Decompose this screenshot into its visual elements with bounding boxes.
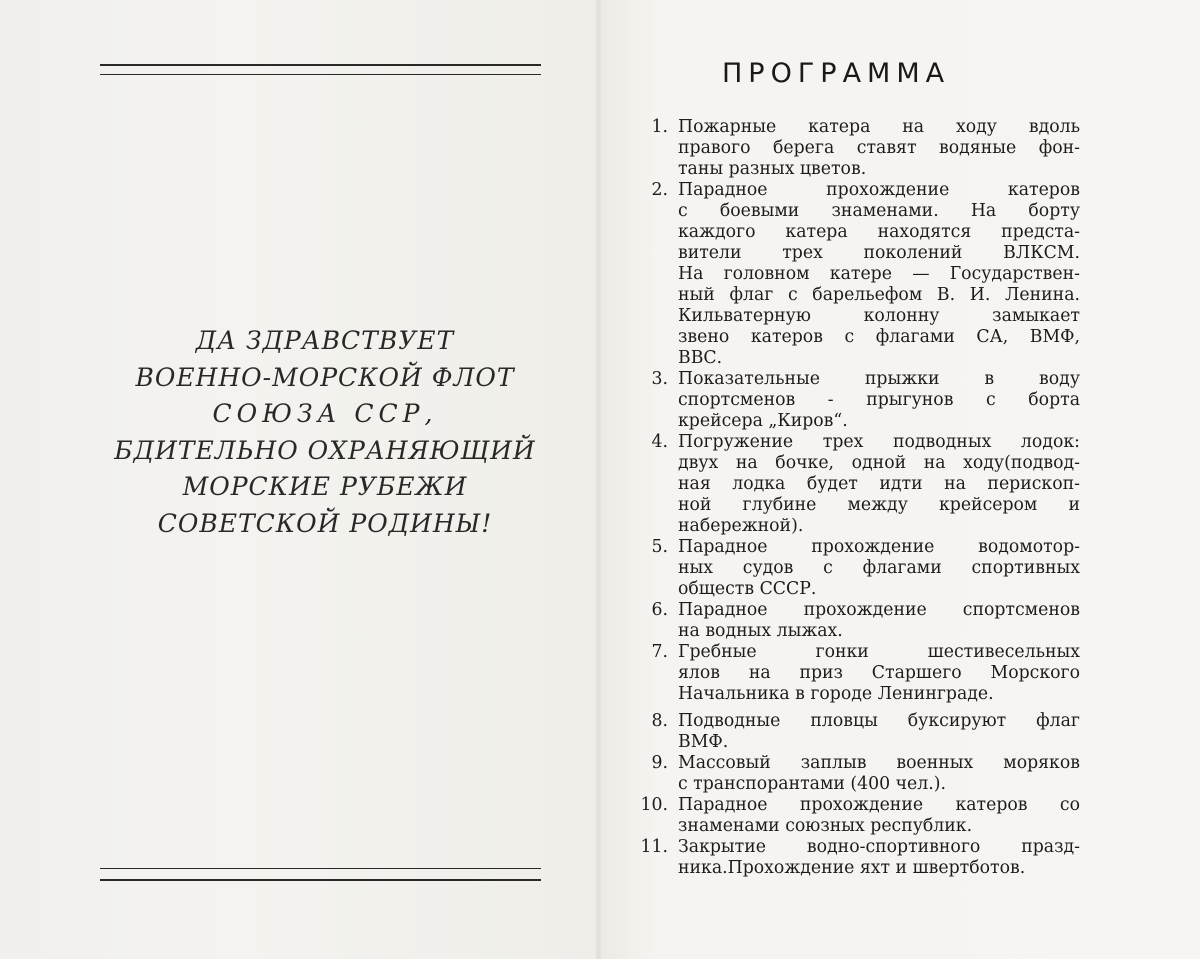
item-line: каждого катера находятся предста- [678, 222, 1080, 242]
page-fold [594, 0, 602, 959]
left-page [0, 0, 598, 959]
program-list [630, 117, 1080, 879]
program-item [630, 180, 1080, 369]
item-number: 3. [651, 369, 668, 389]
item-number: 8. [651, 711, 668, 731]
item-line: с боевыми знаменами. На борту [678, 201, 1080, 221]
item-line: ВМФ. [678, 732, 729, 752]
item-number: 9. [651, 753, 668, 773]
program-item [630, 537, 1080, 600]
slogan-line: ВОЕННО-МОРСКОЙ ФЛОТ [135, 362, 515, 392]
item-line: спортсменов - прыгунов с борта [678, 390, 1080, 410]
program-title: ПРОГРАММА [722, 58, 951, 89]
item-line: На головном катере — Государствен- [678, 264, 1080, 284]
item-line: вители трех поколений ВЛКСМ. [678, 243, 1080, 263]
item-line: правого берега ставят водяные фон- [678, 138, 1080, 158]
item-line: Погружение трех подводных лодок: [678, 432, 1080, 452]
item-line: Подводные пловцы буксируют флаг [678, 711, 1080, 731]
slogan-line: СОВЕТСКОЙ РОДИНЫ! [157, 508, 493, 538]
program-item [630, 432, 1080, 537]
slogan-line: МОРСКИЕ РУБЕЖИ [182, 472, 468, 501]
top-divider-lower [100, 74, 541, 75]
item-line: с транспорантами (400 чел.). [678, 774, 946, 794]
item-line: на водных лыжах. [678, 621, 843, 641]
program-item [630, 753, 1080, 795]
item-line: ной глубине между крейсером и [678, 495, 1080, 515]
item-line: ная лодка будет идти на перископ- [678, 474, 1080, 494]
program-item [630, 369, 1080, 432]
item-line: двух на бочке, одной на ходу(подвод- [678, 453, 1080, 473]
item-line: Показательные прыжки в воду [678, 369, 1080, 389]
program-item [630, 711, 1080, 753]
item-number: 4. [651, 432, 668, 452]
item-line: ялов на приз Старшего Морского [678, 663, 1080, 683]
item-line: Пожарные катера на ходу вдоль [678, 117, 1080, 137]
item-line: ных судов с флагами спортивных [678, 558, 1080, 578]
item-line: знаменами союзных республик. [678, 816, 973, 836]
item-line: ный флаг с барельефом В. И. Ленина. [678, 285, 1080, 305]
slogan-line: ДА ЗДРАВСТВУЕТ [195, 326, 455, 355]
program-item [630, 117, 1080, 180]
item-line: обществ СССР. [678, 579, 817, 599]
item-number: 7. [651, 642, 668, 662]
bottom-divider-upper [100, 868, 541, 869]
item-line: Парадное прохождение катеров со [678, 795, 1080, 815]
item-line: ника.Прохождение яхт и швертботов. [678, 858, 1026, 878]
item-line: крейсера „Киров“. [678, 411, 848, 431]
item-number: 1. [651, 117, 668, 137]
item-line: Парадное прохождение катеров [678, 180, 1080, 200]
bottom-divider-lower [100, 879, 541, 881]
item-number: 10. [640, 795, 668, 815]
item-line: Кильватерную колонну замыкает [678, 306, 1080, 326]
slogan-line: СОЮЗА ССР, [212, 399, 438, 428]
item-number: 2. [651, 180, 668, 200]
slogan-line: БДИТЕЛЬНО ОХРАНЯЮЩИЙ [114, 435, 536, 465]
item-line: ВВС. [678, 348, 723, 368]
item-line: звено катеров с флагами СА, ВМФ, [678, 327, 1080, 347]
item-line: таны разных цветов. [678, 159, 867, 179]
item-line: Начальника в городе Ленинграде. [678, 684, 994, 704]
program-item [630, 600, 1080, 642]
item-number: 11. [640, 837, 668, 857]
item-line: Парадное прохождение спортсменов [678, 600, 1080, 620]
program-item [630, 795, 1080, 837]
top-divider-upper [100, 64, 541, 66]
slogan [70, 323, 580, 542]
item-number: 5. [651, 537, 668, 557]
item-line: Гребные гонки шестивесельных [678, 642, 1080, 662]
program-item [630, 837, 1080, 879]
program-item [630, 642, 1080, 705]
item-line: Парадное прохождение водомотор- [678, 537, 1080, 557]
item-line: Закрытие водно-спортивного празд- [678, 837, 1080, 857]
item-line: Массовый заплыв военных моряков [678, 753, 1080, 773]
item-number: 6. [651, 600, 668, 620]
item-line: набережной). [678, 516, 804, 536]
